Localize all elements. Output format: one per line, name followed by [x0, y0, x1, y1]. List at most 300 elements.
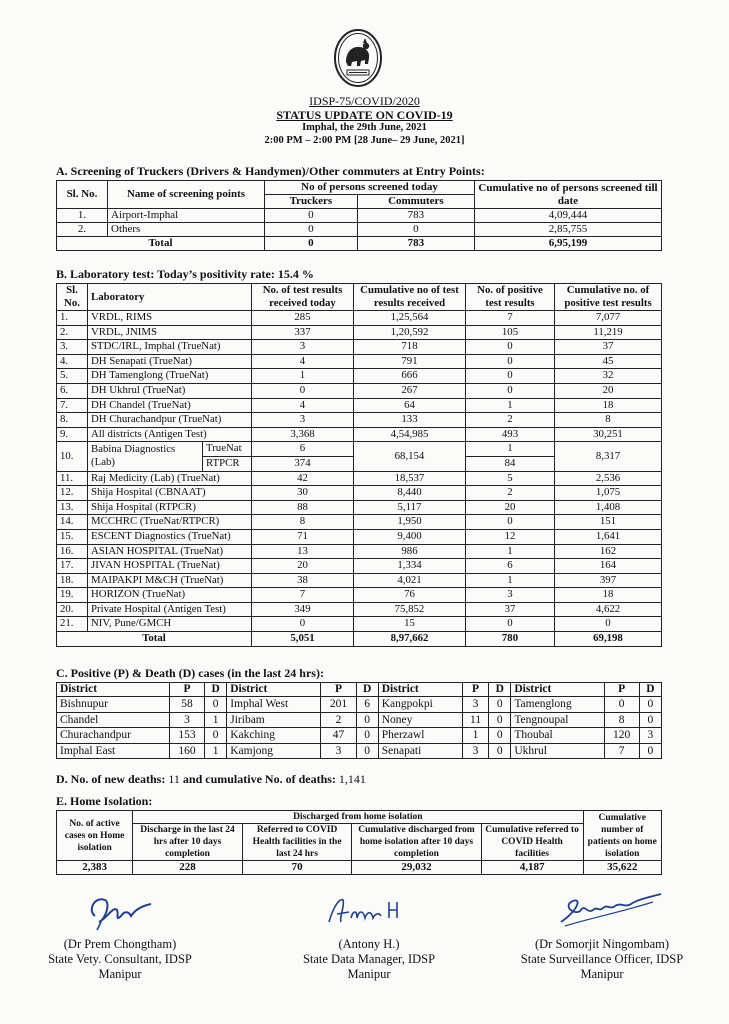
cell-positive: 0: [466, 354, 555, 369]
home-isolation-table: [56, 810, 662, 875]
cell-laboratory: VRDL, RIMS: [88, 311, 252, 326]
cell-cumulative-patients: 35,622: [583, 861, 661, 875]
total-cumulative-positive: 69,198: [555, 632, 662, 647]
cell-positive: 1: [466, 544, 555, 559]
cell-laboratory: ESCENT Diagnostics (TrueNat): [88, 529, 252, 544]
cell-cumulative-positive: 11,219: [555, 325, 662, 340]
handwritten-signature-icon: [309, 888, 419, 932]
cell-cumulative-positive: 37: [555, 340, 662, 355]
cell-positive: 58: [169, 697, 204, 713]
col-header-death: D: [489, 683, 511, 697]
cell-district: Thoubal: [511, 728, 604, 744]
cell-laboratory: Private Hospital (Antigen Test): [88, 602, 252, 617]
cell-positive: 7: [466, 311, 555, 326]
cell-today: 4: [252, 398, 354, 413]
deaths-middle: and cumulative No. of deaths:: [182, 772, 336, 786]
cell-sl: 21.: [57, 617, 88, 632]
cell-today: 285: [252, 311, 354, 326]
table-row: [57, 369, 662, 384]
cell-positive: 153: [169, 728, 204, 744]
cell-laboratory: DH Tamenglong (TrueNat): [88, 369, 252, 384]
cell-positive: 5: [466, 471, 555, 486]
total-label: Total: [57, 632, 252, 647]
cell-cumulative-positive: 30,251: [555, 427, 662, 442]
cell-positive: 1: [466, 573, 555, 588]
cell-commuters: 0: [357, 223, 474, 237]
cell-discharge-24h: 228: [133, 861, 243, 875]
table-row: [57, 427, 662, 442]
cell-today: 3,368: [252, 427, 354, 442]
cell-district: Churachandpur: [57, 728, 170, 744]
cell-cumulative: 1,950: [354, 515, 466, 530]
table-row: [57, 354, 662, 369]
col-header-sl: Sl. No.: [57, 284, 88, 311]
cell-sl: 10.: [57, 442, 88, 471]
cell-district: Bishnupur: [57, 697, 170, 713]
cell-cumulative: 76: [354, 588, 466, 603]
cell-positive: 0: [604, 697, 639, 713]
cell-active: 2,383: [57, 861, 133, 875]
cell-sl: 11.: [57, 471, 88, 486]
col-header-cumulative-referred: Cumulative referred to COVID Health facilities: [481, 824, 583, 861]
table-row: [57, 544, 662, 559]
table-row: [57, 442, 662, 457]
cell-cumulative: 8,440: [354, 486, 466, 501]
deaths-prefix: D. No. of new deaths:: [56, 772, 166, 786]
cell-positive: 2: [466, 486, 555, 501]
cell-sl: 1.: [57, 209, 108, 223]
cell-death: 0: [356, 728, 378, 744]
col-header-today: No of persons screened today: [265, 181, 475, 195]
col-header-positive: P: [321, 683, 356, 697]
cell-positive: 1: [466, 442, 555, 457]
cell-name: Airport-Imphal: [108, 209, 265, 223]
cell-today: 0: [252, 383, 354, 398]
cell-death: 1: [205, 743, 227, 759]
table-row: [57, 398, 662, 413]
col-header-sl: Sl. No.: [57, 181, 108, 209]
screening-table: [56, 180, 662, 251]
cell-commuters: 783: [357, 209, 474, 223]
cell-cumulative: 4,54,985: [354, 427, 466, 442]
signatory-role: State Vety. Consultant, IDSP: [48, 952, 192, 966]
cell-cumulative-positive: 164: [555, 559, 662, 574]
cell-today: 1: [252, 369, 354, 384]
cell-cumulative: 1,334: [354, 559, 466, 574]
cell-laboratory: Raj Medicity (Lab) (TrueNat): [88, 471, 252, 486]
cell-death: 0: [205, 728, 227, 744]
cell-today: 6: [252, 442, 354, 457]
cell-sl: 18.: [57, 573, 88, 588]
document-reference: IDSP-75/COVID/2020: [309, 94, 420, 108]
cell-cumulative: 1,25,564: [354, 311, 466, 326]
cell-today: 38: [252, 573, 354, 588]
cell-cumulative-positive: 8,317: [555, 442, 662, 471]
cell-death: 0: [489, 743, 511, 759]
cell-laboratory: DH Ukhrul (TrueNat): [88, 383, 252, 398]
table-row: [57, 471, 662, 486]
cell-death: 0: [356, 743, 378, 759]
total-today: 5,051: [252, 632, 354, 647]
cell-today: 88: [252, 500, 354, 515]
cell-positive: 3: [321, 743, 356, 759]
signatory-name: (Dr Prem Chongtham): [63, 937, 177, 951]
cell-cumulative: 4,021: [354, 573, 466, 588]
section-a-title: A. Screening of Truckers (Drivers & Handymen)/Other commuters at Entry Points:: [56, 164, 485, 178]
cell-laboratory: HORIZON (TrueNat): [88, 588, 252, 603]
cell-today: 374: [252, 456, 354, 471]
table-row: [57, 529, 662, 544]
total-row: [57, 632, 662, 647]
cell-cumulative: 68,154: [354, 442, 466, 471]
cell-today: 3: [252, 340, 354, 355]
handwritten-signature-icon: [65, 888, 175, 932]
cell-cumulative-referred: 4,187: [481, 861, 583, 875]
cell-cumulative: 64: [354, 398, 466, 413]
cell-positive: 160: [169, 743, 204, 759]
cell-death: 0: [639, 743, 661, 759]
cell-cumulative: 986: [354, 544, 466, 559]
cell-positive: 2: [321, 712, 356, 728]
cell-positive: 0: [466, 383, 555, 398]
col-header-cumulative-positive: Cumulative no. of positive test results: [555, 284, 662, 311]
state-emblem-icon: [332, 28, 384, 90]
handwritten-signature-icon: [541, 888, 671, 932]
col-header-death: D: [639, 683, 661, 697]
cell-sub-method: RTPCR: [203, 456, 252, 471]
cell-sl: 20.: [57, 602, 88, 617]
cell-sl: 4.: [57, 354, 88, 369]
table-row: [57, 223, 662, 237]
cell-sl: 6.: [57, 383, 88, 398]
cell-laboratory: Shija Hospital (CBNAAT): [88, 486, 252, 501]
deaths-summary: [56, 772, 366, 787]
cell-cumulative-positive: 1,641: [555, 529, 662, 544]
cell-laboratory: STDC/IRL, Imphal (TrueNat): [88, 340, 252, 355]
cell-positive: 12: [466, 529, 555, 544]
table-row: [57, 311, 662, 326]
cell-cumulative-positive: 151: [555, 515, 662, 530]
cell-district: Pherzawl: [378, 728, 462, 744]
cell-positive: 84: [466, 456, 555, 471]
cell-sl: 13.: [57, 500, 88, 515]
cell-laboratory: DH Churachandpur (TrueNat): [88, 413, 252, 428]
col-header-district: District: [378, 683, 462, 697]
cell-positive: 3: [462, 697, 488, 713]
table-row: [57, 728, 662, 744]
table-row: [57, 486, 662, 501]
col-header-truckers: Truckers: [265, 195, 358, 209]
cell-cumulative: 9,400: [354, 529, 466, 544]
signature-3: [486, 888, 726, 932]
signatory-2: [264, 937, 474, 982]
cell-laboratory: [88, 442, 203, 471]
col-header-commuters: Commuters: [357, 195, 474, 209]
cell-death: 0: [489, 712, 511, 728]
col-header-death: D: [356, 683, 378, 697]
col-header-cumulative: Cumulative no of persons screened till date: [475, 181, 662, 209]
cell-laboratory: VRDL, JNIMS: [88, 325, 252, 340]
signatory-role: State Data Manager, IDSP: [302, 952, 436, 966]
laboratory-table: [56, 283, 662, 647]
col-header-cumulative-discharged: Cumulative discharged from home isolation after 10 days completion: [352, 824, 481, 861]
cell-positive: 3: [462, 743, 488, 759]
total-cumulative: 8,97,662: [354, 632, 466, 647]
cell-positive: 120: [604, 728, 639, 744]
cell-death: 1: [205, 712, 227, 728]
signatory-3: [492, 937, 712, 982]
cell-cumulative: 75,852: [354, 602, 466, 617]
table-row: [57, 383, 662, 398]
cell-cumulative: 791: [354, 354, 466, 369]
cell-cumulative-positive: 20: [555, 383, 662, 398]
cell-cumulative-positive: 397: [555, 573, 662, 588]
col-header-positive: P: [169, 683, 204, 697]
cumulative-deaths-value: 1,141: [338, 772, 366, 786]
cell-cumulative: 666: [354, 369, 466, 384]
table-row: [57, 559, 662, 574]
cell-sub-method: TrueNat: [203, 442, 252, 457]
table-row: [57, 617, 662, 632]
cell-positive: 3: [466, 588, 555, 603]
cell-today: 20: [252, 559, 354, 574]
cell-death: 0: [489, 728, 511, 744]
cell-positive: 47: [321, 728, 356, 744]
col-header-positive: P: [604, 683, 639, 697]
cell-cumulative: 267: [354, 383, 466, 398]
cell-laboratory: ASIAN HOSPITAL (TrueNat): [88, 544, 252, 559]
cell-sl: 7.: [57, 398, 88, 413]
cell-cumulative-positive: 162: [555, 544, 662, 559]
cell-positive: 3: [169, 712, 204, 728]
section-c-title: C. Positive (P) & Death (D) cases (in the last 24 hrs):: [56, 666, 324, 680]
col-header-cumulative-patients: Cumulative number of patients on home isolation: [583, 811, 661, 861]
cell-laboratory: MCCHRC (TrueNat/RTPCR): [88, 515, 252, 530]
cell-sl: 5.: [57, 369, 88, 384]
cell-positive: 1: [466, 398, 555, 413]
cell-cumulative-positive: 0: [555, 617, 662, 632]
cell-district: Kakching: [227, 728, 321, 744]
cell-cumulative: 2,85,755: [475, 223, 662, 237]
col-header-laboratory: Laboratory: [88, 284, 252, 311]
signatory-role: State Surveillance Officer, IDSP: [520, 952, 684, 966]
new-deaths-value: 11: [168, 772, 180, 786]
cell-district: Tamenglong: [511, 697, 604, 713]
cell-today: 30: [252, 486, 354, 501]
cell-today: 349: [252, 602, 354, 617]
signatory-name: (Antony H.): [338, 937, 400, 951]
section-e-title: E. Home Isolation:: [56, 794, 153, 808]
cell-sl: 2.: [57, 223, 108, 237]
col-header-cumulative: Cumulative no of test results received: [354, 284, 466, 311]
signatory-1: [20, 937, 220, 982]
cell-sl: 3.: [57, 340, 88, 355]
cell-positive: 0: [466, 617, 555, 632]
cell-district: Chandel: [57, 712, 170, 728]
cell-today: 3: [252, 413, 354, 428]
table-row: [57, 340, 662, 355]
cell-cumulative-positive: 2,536: [555, 471, 662, 486]
document-title: STATUS UPDATE ON COVID-19: [276, 108, 453, 122]
table-row: [57, 712, 662, 728]
table-row: [57, 697, 662, 713]
cell-today: 0: [252, 617, 354, 632]
cell-death: 0: [205, 697, 227, 713]
total-commuters: 783: [357, 237, 474, 251]
cell-district: Ukhrul: [511, 743, 604, 759]
col-header-district: District: [57, 683, 170, 697]
cell-today: 13: [252, 544, 354, 559]
cell-sl: 17.: [57, 559, 88, 574]
cell-sl: 14.: [57, 515, 88, 530]
cell-today: 4: [252, 354, 354, 369]
cell-positive: 20: [466, 500, 555, 515]
cell-laboratory: MAIPAKPI M&CH (TrueNat): [88, 573, 252, 588]
table-row: [57, 515, 662, 530]
cell-sl: 2.: [57, 325, 88, 340]
col-header-discharge-24h: Discharge in the last 24 hrs after 10 days completion: [133, 824, 243, 861]
cell-district: Noney: [378, 712, 462, 728]
cell-district: Kangpokpi: [378, 697, 462, 713]
lab-name-line2: (Lab): [91, 456, 115, 469]
cell-cumulative: 5,117: [354, 500, 466, 515]
cell-cumulative-positive: 7,077: [555, 311, 662, 326]
cell-laboratory: All districts (Antigen Test): [88, 427, 252, 442]
cell-district: Imphal East: [57, 743, 170, 759]
cell-positive: 11: [462, 712, 488, 728]
cell-cumulative-discharged: 29,032: [352, 861, 481, 875]
cell-positive: 493: [466, 427, 555, 442]
table-row: [57, 325, 662, 340]
table-row: [57, 743, 662, 759]
cell-district: Imphal West: [227, 697, 321, 713]
cell-cumulative: 718: [354, 340, 466, 355]
cell-cumulative-positive: 32: [555, 369, 662, 384]
col-header-active: No. of active cases on Home isolation: [57, 811, 133, 861]
cell-positive: 8: [604, 712, 639, 728]
cell-cumulative-positive: 18: [555, 588, 662, 603]
col-header-district: District: [511, 683, 604, 697]
cell-today: 42: [252, 471, 354, 486]
table-row: [57, 573, 662, 588]
cell-sl: 1.: [57, 311, 88, 326]
cell-truckers: 0: [265, 209, 358, 223]
cell-referred: 70: [242, 861, 351, 875]
total-cumulative: 6,95,199: [475, 237, 662, 251]
cell-truckers: 0: [265, 223, 358, 237]
cell-cumulative-positive: 4,622: [555, 602, 662, 617]
signature-1: [0, 888, 240, 932]
cell-sl: 12.: [57, 486, 88, 501]
cell-cumulative-positive: 45: [555, 354, 662, 369]
cell-laboratory: DH Senapati (TrueNat): [88, 354, 252, 369]
section-b-title: B. Laboratory test: Today’s positivity rate: 15.4 %: [56, 267, 314, 281]
cell-sl: 15.: [57, 529, 88, 544]
total-truckers: 0: [265, 237, 358, 251]
cell-sl: 9.: [57, 427, 88, 442]
cell-cumulative: 4,09,444: [475, 209, 662, 223]
col-header-name: Name of screening points: [108, 181, 265, 209]
cell-positive: 0: [466, 340, 555, 355]
col-header-district: District: [227, 683, 321, 697]
cell-cumulative: 1,20,592: [354, 325, 466, 340]
cell-positive: 7: [604, 743, 639, 759]
table-row: [57, 602, 662, 617]
cell-cumulative-positive: 1,408: [555, 500, 662, 515]
cell-sl: 8.: [57, 413, 88, 428]
place-date: Imphal, the 29th June, 2021: [302, 122, 427, 133]
cell-death: 3: [639, 728, 661, 744]
col-header-today: No. of test results received today: [252, 284, 354, 311]
total-positive: 780: [466, 632, 555, 647]
cell-positive: 6: [466, 559, 555, 574]
cell-district: Tengnoupal: [511, 712, 604, 728]
cell-today: 71: [252, 529, 354, 544]
cell-district: Jiribam: [227, 712, 321, 728]
cell-cumulative: 18,537: [354, 471, 466, 486]
cell-district: Kamjong: [227, 743, 321, 759]
cell-death: 0: [356, 712, 378, 728]
cell-laboratory: DH Chandel (TrueNat): [88, 398, 252, 413]
lab-name-line1: Babina Diagnostics: [91, 442, 176, 455]
cell-cumulative: 133: [354, 413, 466, 428]
col-header-discharged-group: Discharged from home isolation: [133, 811, 583, 824]
cell-sl: 16.: [57, 544, 88, 559]
cell-cumulative-positive: 1,075: [555, 486, 662, 501]
signatory-place: Manipur: [98, 967, 142, 981]
cell-death: 6: [356, 697, 378, 713]
col-header-positive: No. of positive test results: [466, 284, 555, 311]
cell-positive: 105: [466, 325, 555, 340]
signatory-place: Manipur: [347, 967, 391, 981]
cell-positive: 0: [466, 515, 555, 530]
col-header-death: D: [205, 683, 227, 697]
cell-positive: 1: [462, 728, 488, 744]
cell-death: 0: [639, 697, 661, 713]
signature-2: [244, 888, 484, 932]
cell-positive: 201: [321, 697, 356, 713]
cell-cumulative-positive: 8: [555, 413, 662, 428]
cell-laboratory: JIVAN HOSPITAL (TrueNat): [88, 559, 252, 574]
cell-today: 7: [252, 588, 354, 603]
cell-sl: 19.: [57, 588, 88, 603]
signatory-name: (Dr Somorjit Ningombam): [534, 937, 669, 951]
time-range: 2:00 PM – 2:00 PM [28 June– 29 June, 2021]: [264, 135, 465, 146]
total-row: [57, 237, 662, 251]
table-row: [57, 588, 662, 603]
cell-cumulative: 15: [354, 617, 466, 632]
cell-name: Others: [108, 223, 265, 237]
table-row: [57, 861, 662, 875]
table-row: [57, 209, 662, 223]
col-header-positive: P: [462, 683, 488, 697]
cell-cumulative-positive: 18: [555, 398, 662, 413]
cell-positive: 37: [466, 602, 555, 617]
cell-today: 8: [252, 515, 354, 530]
cell-positive: 2: [466, 413, 555, 428]
table-row: [57, 500, 662, 515]
signatory-place: Manipur: [580, 967, 624, 981]
total-label: Total: [57, 237, 265, 251]
cell-district: Senapati: [378, 743, 462, 759]
cell-laboratory: Shija Hospital (RTPCR): [88, 500, 252, 515]
col-header-referred: Referred to COVID Health facilities in the last 24 hrs: [242, 824, 351, 861]
district-cases-table: [56, 682, 662, 759]
table-row: [57, 413, 662, 428]
cell-death: 0: [639, 712, 661, 728]
cell-positive: 0: [466, 369, 555, 384]
cell-today: 337: [252, 325, 354, 340]
